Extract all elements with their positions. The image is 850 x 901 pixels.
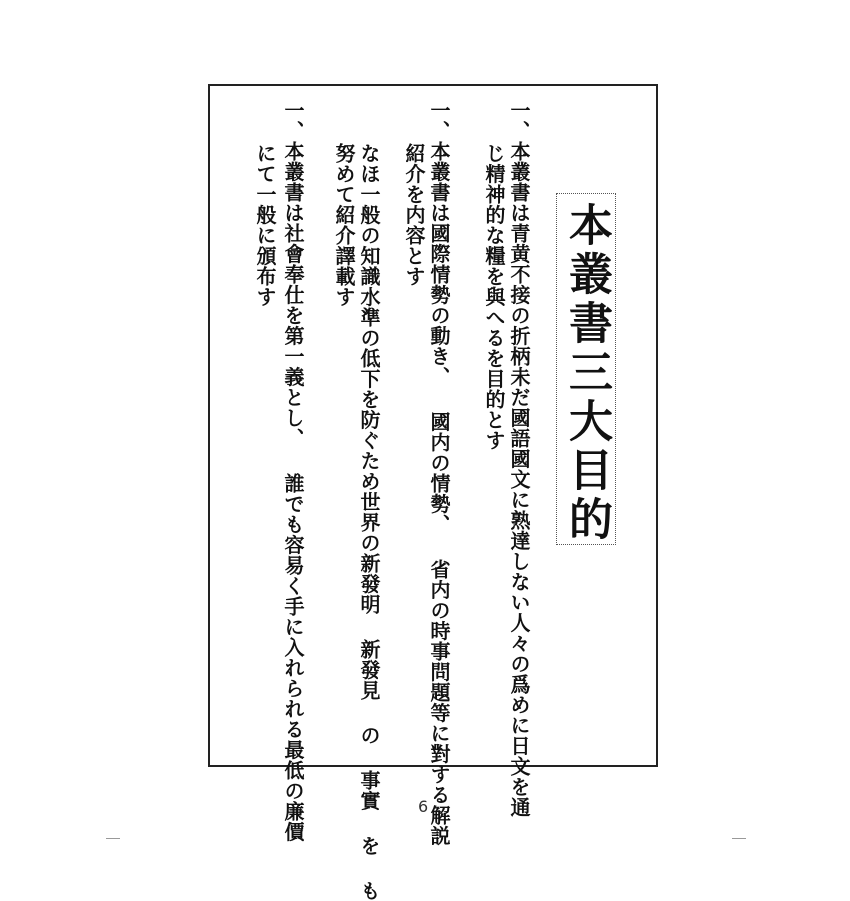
text-column-6: 努めて紹介譯載す (332, 143, 356, 307)
crop-mark-left (106, 838, 120, 839)
page-number: 6 (418, 797, 429, 816)
text-column-2: じ精神的な糧を與へるを目的とす (482, 143, 506, 451)
text-column-5: なほ一般の知識水準の低下を防ぐため世界の新發明 新發見 の 事實 を も (357, 143, 381, 901)
text-column-3: 一、本叢書は國際情勢の動き、 國内の情勢、 省内の時事問題等に對する解説 (427, 100, 451, 846)
page-title: 本叢書三大目的 (561, 202, 612, 545)
text-column-4: 紹介を内容とす (402, 143, 426, 287)
text-column-1: 一、本叢書は青黄不接の折柄未だ國語國文に熟達しない人々の爲めに日文を通 (507, 100, 531, 818)
crop-mark-right (732, 838, 746, 839)
text-column-8: にて一般に頒布す (253, 143, 277, 307)
text-column-7: 一、本叢書は社會奉仕を第一義とし、 誰でも容易く手に入れられる最低の廉價 (281, 100, 305, 842)
